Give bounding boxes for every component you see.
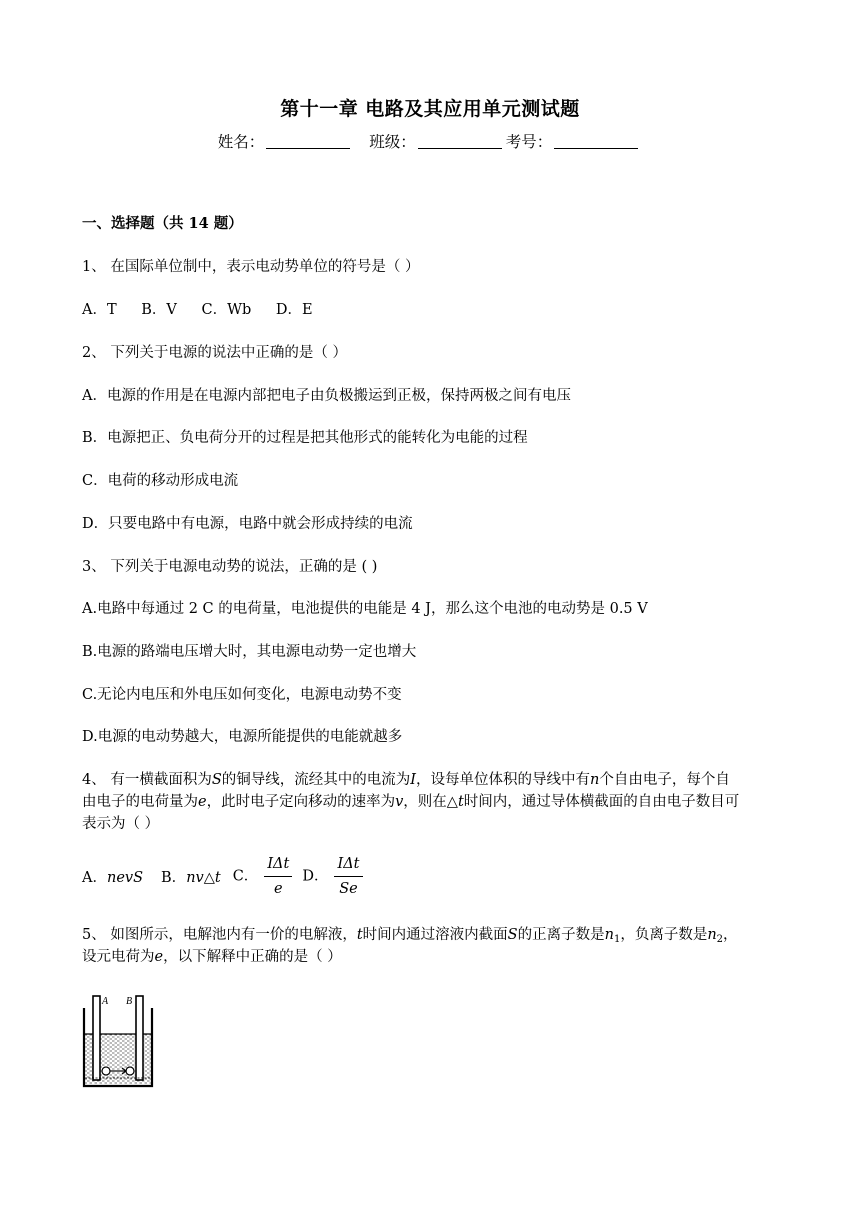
question-4-stem-line-2: 由电子的电荷量为e，此时电子定向移动的速率为v，则在△t时间内，通过导体横截面的自由电子数目可 [82,794,740,810]
q1-option-c: C．Wb [201,302,252,318]
q3-option-d: D.电源的电动势越大，电源所能提供的电能就越多 [82,729,403,745]
electrolytic-cell-figure [82,992,158,1088]
q2-option-c: C．电荷的移动形成电流 [82,473,239,489]
question-2-stem: 2、 下列关于电源的说法中正确的是（ ） [82,345,347,361]
q3-option-a: A.电路中每通过 2 C 的电荷量，电池提供的电能是 4 J，那么这个电池的电动势是 0.5 V [82,601,648,617]
q1-option-b: B．V [141,302,177,318]
q2-option-a: A．电源的作用是在电源内部把电子由负极搬运到正极，保持两极之间有电压 [82,388,571,404]
question-4-options [82,854,369,898]
class-blank[interactable] [418,133,502,149]
question-1-stem: 1、 在国际单位制中，表示电动势单位的符号是（ ） [82,259,420,275]
negative-ion [126,1067,134,1075]
question-5-stem-line-1: 5、 如图所示，电解池内有一价的电解液，t时间内通过溶液内截面S的正离子数是$n_1$，负离子数是$n_2$， [82,927,738,945]
q4-option-b: B．nv△t [161,869,221,886]
q4-option-d-fraction: $\frac{\text{IΔt}}{Se}$ [334,855,362,898]
electrode-b [136,996,143,1080]
q4-option-d: D． $\frac{\text{IΔt}}{Se}$ [302,855,368,898]
name-blank[interactable] [266,133,350,149]
q4-option-c: C． $\frac{\text{IΔt}}{e}$ [233,855,299,898]
page-title: 第十一章 电路及其应用单元测试题 [280,98,580,120]
q1-option-d: D．E [275,302,313,318]
electrode-a [93,996,100,1080]
question-4-stem-line-3: 表示为（ ） [82,816,160,832]
q1-option-a: A．T [82,302,117,318]
positive-ion [102,1067,110,1075]
question-1-options [82,298,333,319]
question-4-stem-line-1: 4、 有一横截面积为S的铜导线，流经其中的电流为I，设每单位体积的导线中有n个自由电子，每个自 [82,772,730,788]
electrode-a-label: A [102,996,109,1007]
section-heading: 一、选择题（共 14 题） [82,215,243,232]
electrode-b-label: B [126,996,133,1007]
q4-option-a: A．nevS [82,869,144,886]
q3-option-b: B.电源的路端电压增大时，其电源电动势一定也增大 [82,644,417,660]
class-label: 班级： [369,133,416,151]
name-label: 姓名： [217,133,265,151]
student-info-row [0,130,860,152]
q4-option-c-fraction: $\frac{\text{IΔt}}{e}$ [264,855,292,898]
q2-option-d: D．只要电路中有电源，电路中就会形成持续的电流 [82,516,413,532]
id-blank[interactable] [554,133,638,149]
q2-option-b: B．电源把正、负电荷分开的过程是把其他形式的能转化为电能的过程 [82,430,528,446]
question-3-stem: 3、 下列关于电源电动势的说法，正确的是 ( ) [82,559,378,575]
q3-option-c: C.无论内电压和外电压如何变化，电源电动势不变 [82,687,402,703]
id-label: 考号： [505,133,553,151]
question-5-stem-line-2: 设元电荷为e，以下解释中正确的是（ ） [82,949,342,965]
